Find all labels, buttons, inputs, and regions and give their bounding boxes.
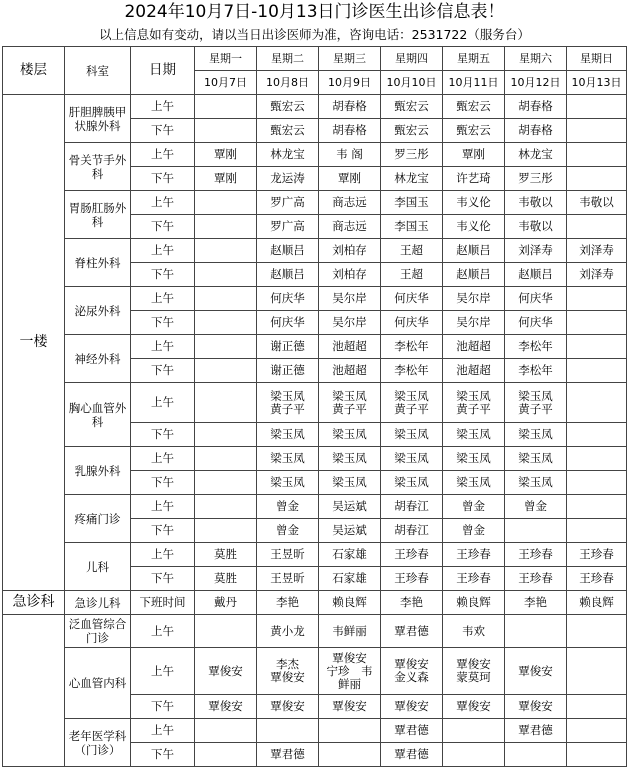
table-row bbox=[3, 143, 627, 167]
weekday-cell: 星期五 bbox=[443, 47, 505, 71]
dept-cell: 急诊儿科 bbox=[65, 591, 131, 615]
header-dept: 科室 bbox=[65, 47, 131, 95]
doctor-cell: 韦敬以 bbox=[505, 215, 567, 239]
weekday-cell: 星期日 bbox=[567, 47, 627, 71]
doctor-cell: 吴尔岸 bbox=[443, 311, 505, 335]
doctor-cell: 林龙宝 bbox=[257, 143, 319, 167]
doctor-cell bbox=[195, 287, 257, 311]
doctor-cell: 韦 阁 bbox=[319, 143, 381, 167]
weekday-cell: 星期三 bbox=[319, 47, 381, 71]
schedule-table bbox=[2, 46, 627, 767]
doctor-cell: 梁玉凤 黄子平 bbox=[381, 383, 443, 423]
doctor-cell bbox=[567, 648, 627, 695]
doctor-cell: 胡春格 bbox=[319, 95, 381, 119]
doctor-cell bbox=[195, 471, 257, 495]
doctor-cell bbox=[567, 695, 627, 719]
doctor-cell: 何庆华 bbox=[381, 287, 443, 311]
doctor-cell bbox=[567, 447, 627, 471]
floor-cell: 一楼 bbox=[3, 95, 65, 591]
doctor-cell: 覃俊安 bbox=[195, 648, 257, 695]
doctor-cell bbox=[505, 615, 567, 648]
doctor-cell bbox=[195, 215, 257, 239]
table-row bbox=[3, 383, 627, 423]
doctor-cell: 李松年 bbox=[381, 359, 443, 383]
doctor-cell: 池超超 bbox=[443, 335, 505, 359]
date-cell: 10月11日 bbox=[443, 71, 505, 95]
doctor-cell: 胡春江 bbox=[381, 519, 443, 543]
doctor-cell bbox=[567, 719, 627, 743]
time-slot-cell: 下午 bbox=[131, 119, 195, 143]
doctor-cell bbox=[567, 215, 627, 239]
doctor-cell bbox=[567, 519, 627, 543]
doctor-cell: 李国玉 bbox=[381, 215, 443, 239]
doctor-cell: 罗三彤 bbox=[381, 143, 443, 167]
doctor-cell: 曾金 bbox=[257, 495, 319, 519]
doctor-cell: 覃俊安 bbox=[319, 695, 381, 719]
doctor-cell: 池超超 bbox=[319, 359, 381, 383]
doctor-cell: 刘泽寿 bbox=[567, 263, 627, 287]
doctor-cell: 赖良辉 bbox=[319, 591, 381, 615]
doctor-cell: 赵顺吕 bbox=[443, 239, 505, 263]
time-slot-cell: 下午 bbox=[131, 263, 195, 287]
time-slot-cell: 下午 bbox=[131, 695, 195, 719]
doctor-cell bbox=[567, 495, 627, 519]
doctor-cell bbox=[567, 95, 627, 119]
doctor-cell: 黄小龙 bbox=[257, 615, 319, 648]
notice-text: 以上信息如有变动，请以当日出诊医师为准，咨询电话：2531722（服务台） bbox=[99, 27, 530, 42]
doctor-cell: 梁玉凤 黄子平 bbox=[257, 383, 319, 423]
doctor-cell: 梁玉凤 bbox=[319, 471, 381, 495]
time-slot-cell: 上午 bbox=[131, 191, 195, 215]
floor-cell-blank bbox=[3, 615, 65, 767]
doctor-cell bbox=[195, 615, 257, 648]
doctor-cell: 梁玉凤 bbox=[381, 423, 443, 447]
table-row bbox=[3, 239, 627, 263]
doctor-cell: 梁玉凤 bbox=[257, 447, 319, 471]
header-floor: 楼层 bbox=[3, 47, 65, 95]
doctor-cell: 覃君德 bbox=[505, 719, 567, 743]
table-row bbox=[3, 648, 627, 695]
doctor-cell: 曾金 bbox=[505, 495, 567, 519]
date-cell: 10月9日 bbox=[319, 71, 381, 95]
doctor-cell bbox=[195, 495, 257, 519]
doctor-cell: 梁玉凤 bbox=[381, 471, 443, 495]
doctor-cell: 梁玉凤 bbox=[505, 471, 567, 495]
doctor-cell: 戴丹 bbox=[195, 591, 257, 615]
doctor-cell: 刘柏存 bbox=[319, 239, 381, 263]
dept-cell: 老年医学科（门诊） bbox=[65, 719, 131, 767]
dept-cell: 脊柱外科 bbox=[65, 239, 131, 287]
doctor-cell: 吴运斌 bbox=[319, 495, 381, 519]
table-row bbox=[3, 335, 627, 359]
doctor-cell: 覃君德 bbox=[257, 743, 319, 767]
doctor-cell: 吴尔岸 bbox=[443, 287, 505, 311]
doctor-cell: 池超超 bbox=[319, 335, 381, 359]
doctor-cell: 甄宏云 bbox=[381, 95, 443, 119]
doctor-cell bbox=[443, 743, 505, 767]
doctor-cell: 梁玉凤 bbox=[443, 447, 505, 471]
doctor-cell: 甄宏云 bbox=[443, 95, 505, 119]
doctor-cell: 刘泽寿 bbox=[567, 239, 627, 263]
doctor-cell: 覃刚 bbox=[443, 143, 505, 167]
doctor-cell: 覃君德 bbox=[381, 615, 443, 648]
doctor-cell bbox=[567, 383, 627, 423]
doctor-cell bbox=[567, 423, 627, 447]
doctor-cell: 韦欢 bbox=[443, 615, 505, 648]
doctor-cell: 李松年 bbox=[505, 359, 567, 383]
doctor-cell bbox=[195, 191, 257, 215]
doctor-cell: 梁玉凤 bbox=[505, 447, 567, 471]
doctor-cell: 石家雄 bbox=[319, 567, 381, 591]
doctor-cell: 许艺琦 bbox=[443, 167, 505, 191]
doctor-cell bbox=[567, 143, 627, 167]
doctor-cell: 韦敬以 bbox=[505, 191, 567, 215]
table-row bbox=[3, 95, 627, 119]
table-row bbox=[3, 615, 627, 648]
dept-cell: 乳腺外科 bbox=[65, 447, 131, 495]
date-cell: 10月12日 bbox=[505, 71, 567, 95]
table-row bbox=[3, 543, 627, 567]
time-slot-cell: 上午 bbox=[131, 447, 195, 471]
doctor-cell bbox=[195, 263, 257, 287]
doctor-cell bbox=[195, 423, 257, 447]
page-title: 2024年10月7日-10月13日门诊医生出诊信息表！ bbox=[124, 2, 505, 22]
doctor-cell: 李艳 bbox=[381, 591, 443, 615]
weekday-cell: 星期六 bbox=[505, 47, 567, 71]
doctor-cell bbox=[195, 519, 257, 543]
doctor-cell: 王超 bbox=[381, 239, 443, 263]
doctor-cell bbox=[567, 615, 627, 648]
doctor-cell bbox=[443, 719, 505, 743]
doctor-cell bbox=[319, 743, 381, 767]
table-row bbox=[3, 591, 627, 615]
doctor-cell: 罗广高 bbox=[257, 215, 319, 239]
doctor-cell: 刘泽寿 bbox=[505, 239, 567, 263]
doctor-cell: 罗广高 bbox=[257, 191, 319, 215]
doctor-cell: 梁玉凤 bbox=[443, 471, 505, 495]
doctor-cell: 甄宏云 bbox=[257, 95, 319, 119]
doctor-cell: 赵顺吕 bbox=[257, 263, 319, 287]
doctor-cell bbox=[505, 519, 567, 543]
doctor-cell: 王珍春 bbox=[381, 543, 443, 567]
doctor-cell: 覃俊安 蒙莫珂 bbox=[443, 648, 505, 695]
doctor-cell: 赖良辉 bbox=[443, 591, 505, 615]
doctor-cell: 胡春格 bbox=[505, 119, 567, 143]
doctor-cell: 覃俊安 bbox=[257, 695, 319, 719]
doctor-cell: 覃俊安 宁珍 韦 鲜丽 bbox=[319, 648, 381, 695]
doctor-cell: 梁玉凤 bbox=[257, 471, 319, 495]
doctor-cell: 王珍春 bbox=[443, 567, 505, 591]
doctor-cell: 覃刚 bbox=[195, 167, 257, 191]
time-slot-cell: 下午 bbox=[131, 311, 195, 335]
dept-cell: 骨关节手外科 bbox=[65, 143, 131, 191]
doctor-cell bbox=[567, 359, 627, 383]
time-slot-cell: 下午 bbox=[131, 519, 195, 543]
doctor-cell: 王珍春 bbox=[567, 543, 627, 567]
doctor-cell: 胡春格 bbox=[319, 119, 381, 143]
doctor-cell: 梁玉凤 bbox=[319, 423, 381, 447]
doctor-cell: 赖良辉 bbox=[567, 591, 627, 615]
time-slot-cell: 上午 bbox=[131, 95, 195, 119]
doctor-cell: 李松年 bbox=[381, 335, 443, 359]
doctor-cell: 甄宏云 bbox=[381, 119, 443, 143]
doctor-cell: 胡春格 bbox=[505, 95, 567, 119]
date-cell: 10月8日 bbox=[257, 71, 319, 95]
doctor-cell: 梁玉凤 黄子平 bbox=[443, 383, 505, 423]
time-slot-cell: 下午 bbox=[131, 471, 195, 495]
doctor-cell: 覃君德 bbox=[381, 719, 443, 743]
doctor-cell: 梁玉凤 黄子平 bbox=[319, 383, 381, 423]
doctor-cell: 曾金 bbox=[443, 495, 505, 519]
doctor-cell: 覃刚 bbox=[319, 167, 381, 191]
doctor-cell bbox=[195, 719, 257, 743]
time-slot-cell: 下午 bbox=[131, 215, 195, 239]
doctor-cell: 刘柏存 bbox=[319, 263, 381, 287]
doctor-cell: 何庆华 bbox=[381, 311, 443, 335]
doctor-cell: 赵顺吕 bbox=[257, 239, 319, 263]
dept-cell: 胃肠肛肠外科 bbox=[65, 191, 131, 239]
doctor-cell bbox=[195, 383, 257, 423]
dept-cell: 儿科 bbox=[65, 543, 131, 591]
table-row bbox=[3, 287, 627, 311]
table-row bbox=[3, 191, 627, 215]
date-cell: 10月13日 bbox=[567, 71, 627, 95]
dept-cell: 泌尿外科 bbox=[65, 287, 131, 335]
doctor-cell: 林龙宝 bbox=[381, 167, 443, 191]
doctor-cell: 梁玉凤 bbox=[319, 447, 381, 471]
doctor-cell: 谢正德 bbox=[257, 359, 319, 383]
doctor-cell bbox=[257, 719, 319, 743]
doctor-cell: 商志远 bbox=[319, 215, 381, 239]
doctor-cell: 韦鲜丽 bbox=[319, 615, 381, 648]
doctor-cell: 石家雄 bbox=[319, 543, 381, 567]
doctor-cell: 李国玉 bbox=[381, 191, 443, 215]
doctor-cell: 覃君德 bbox=[381, 743, 443, 767]
doctor-cell bbox=[567, 743, 627, 767]
doctor-cell: 何庆华 bbox=[257, 287, 319, 311]
doctor-cell: 梁玉凤 bbox=[505, 423, 567, 447]
doctor-cell: 覃俊安 bbox=[443, 695, 505, 719]
doctor-cell bbox=[195, 335, 257, 359]
doctor-cell bbox=[195, 359, 257, 383]
dept-cell: 肝胆脾胰甲状腺外科 bbox=[65, 95, 131, 143]
time-slot-cell: 上午 bbox=[131, 615, 195, 648]
doctor-cell: 梁玉凤 bbox=[257, 423, 319, 447]
time-slot-cell: 下班时间 bbox=[131, 591, 195, 615]
doctor-cell: 赵顺吕 bbox=[443, 263, 505, 287]
date-cell: 10月7日 bbox=[195, 71, 257, 95]
doctor-cell bbox=[505, 743, 567, 767]
doctor-cell: 曾金 bbox=[257, 519, 319, 543]
doctor-cell: 王珍春 bbox=[443, 543, 505, 567]
doctor-cell: 梁玉凤 黄子平 bbox=[505, 383, 567, 423]
time-slot-cell: 上午 bbox=[131, 543, 195, 567]
dept-cell: 泛血管综合门诊 bbox=[65, 615, 131, 648]
time-slot-cell: 下午 bbox=[131, 359, 195, 383]
table-row bbox=[3, 719, 627, 743]
doctor-cell: 李杰 覃俊安 bbox=[257, 648, 319, 695]
doctor-cell: 罗三彤 bbox=[505, 167, 567, 191]
doctor-cell bbox=[567, 119, 627, 143]
doctor-cell bbox=[195, 239, 257, 263]
dept-cell: 心血管内科 bbox=[65, 648, 131, 719]
doctor-cell: 吴运斌 bbox=[319, 519, 381, 543]
doctor-cell bbox=[195, 743, 257, 767]
doctor-cell bbox=[195, 119, 257, 143]
doctor-cell: 吴尔岸 bbox=[319, 311, 381, 335]
doctor-cell bbox=[567, 471, 627, 495]
doctor-cell: 覃俊安 bbox=[381, 695, 443, 719]
doctor-cell: 王珍春 bbox=[381, 567, 443, 591]
time-slot-cell: 下午 bbox=[131, 423, 195, 447]
weekday-cell: 星期一 bbox=[195, 47, 257, 71]
doctor-cell: 曾金 bbox=[443, 519, 505, 543]
doctor-cell: 何庆华 bbox=[505, 311, 567, 335]
doctor-cell: 王超 bbox=[381, 263, 443, 287]
doctor-cell: 赵顺吕 bbox=[505, 263, 567, 287]
doctor-cell bbox=[567, 287, 627, 311]
doctor-cell: 商志远 bbox=[319, 191, 381, 215]
table-row bbox=[3, 495, 627, 519]
doctor-cell: 覃俊安 bbox=[505, 648, 567, 695]
doctor-cell: 李松年 bbox=[505, 335, 567, 359]
time-slot-cell: 上午 bbox=[131, 287, 195, 311]
doctor-cell: 韦敬以 bbox=[567, 191, 627, 215]
time-slot-cell: 上午 bbox=[131, 648, 195, 695]
doctor-cell: 覃刚 bbox=[195, 143, 257, 167]
doctor-cell: 何庆华 bbox=[257, 311, 319, 335]
doctor-cell: 胡春江 bbox=[381, 495, 443, 519]
doctor-cell: 王昱昕 bbox=[257, 567, 319, 591]
time-slot-cell: 下午 bbox=[131, 743, 195, 767]
doctor-cell: 池超超 bbox=[443, 359, 505, 383]
header-date: 日期 bbox=[131, 47, 195, 95]
doctor-cell: 谢正德 bbox=[257, 335, 319, 359]
doctor-cell: 覃俊安 金义森 bbox=[381, 648, 443, 695]
floor-cell: 急诊科 bbox=[3, 591, 65, 615]
time-slot-cell: 下午 bbox=[131, 167, 195, 191]
doctor-cell: 吴尔岸 bbox=[319, 287, 381, 311]
doctor-cell: 甄宏云 bbox=[257, 119, 319, 143]
weekday-cell: 星期四 bbox=[381, 47, 443, 71]
doctor-cell: 莫胜 bbox=[195, 567, 257, 591]
doctor-cell bbox=[567, 167, 627, 191]
doctor-cell: 覃俊安 bbox=[505, 695, 567, 719]
doctor-cell: 林龙宝 bbox=[505, 143, 567, 167]
doctor-cell: 龙运涛 bbox=[257, 167, 319, 191]
doctor-cell bbox=[195, 447, 257, 471]
weekday-cell: 星期二 bbox=[257, 47, 319, 71]
doctor-cell: 甄宏云 bbox=[443, 119, 505, 143]
doctor-cell: 王珍春 bbox=[505, 543, 567, 567]
time-slot-cell: 上午 bbox=[131, 143, 195, 167]
doctor-cell: 何庆华 bbox=[505, 287, 567, 311]
doctor-cell: 王珍春 bbox=[567, 567, 627, 591]
doctor-cell bbox=[195, 95, 257, 119]
doctor-cell: 李艳 bbox=[257, 591, 319, 615]
time-slot-cell: 上午 bbox=[131, 335, 195, 359]
dept-cell: 神经外科 bbox=[65, 335, 131, 383]
dept-cell: 疼痛门诊 bbox=[65, 495, 131, 543]
doctor-cell: 梁玉凤 bbox=[443, 423, 505, 447]
table-row bbox=[3, 447, 627, 471]
doctor-cell: 王珍春 bbox=[505, 567, 567, 591]
doctor-cell bbox=[195, 311, 257, 335]
time-slot-cell: 上午 bbox=[131, 495, 195, 519]
doctor-cell: 梁玉凤 bbox=[381, 447, 443, 471]
header-row-weekdays bbox=[3, 47, 627, 71]
doctor-cell: 莫胜 bbox=[195, 543, 257, 567]
doctor-cell: 覃俊安 bbox=[195, 695, 257, 719]
time-slot-cell: 上午 bbox=[131, 719, 195, 743]
doctor-cell bbox=[567, 335, 627, 359]
time-slot-cell: 上午 bbox=[131, 239, 195, 263]
dept-cell: 胸心血管外科 bbox=[65, 383, 131, 447]
doctor-cell: 韦义伦 bbox=[443, 215, 505, 239]
date-cell: 10月10日 bbox=[381, 71, 443, 95]
doctor-cell bbox=[319, 719, 381, 743]
time-slot-cell: 上午 bbox=[131, 383, 195, 423]
doctor-cell bbox=[567, 311, 627, 335]
doctor-cell: 李艳 bbox=[505, 591, 567, 615]
doctor-cell: 王昱昕 bbox=[257, 543, 319, 567]
time-slot-cell: 下午 bbox=[131, 567, 195, 591]
doctor-cell: 韦义伦 bbox=[443, 191, 505, 215]
